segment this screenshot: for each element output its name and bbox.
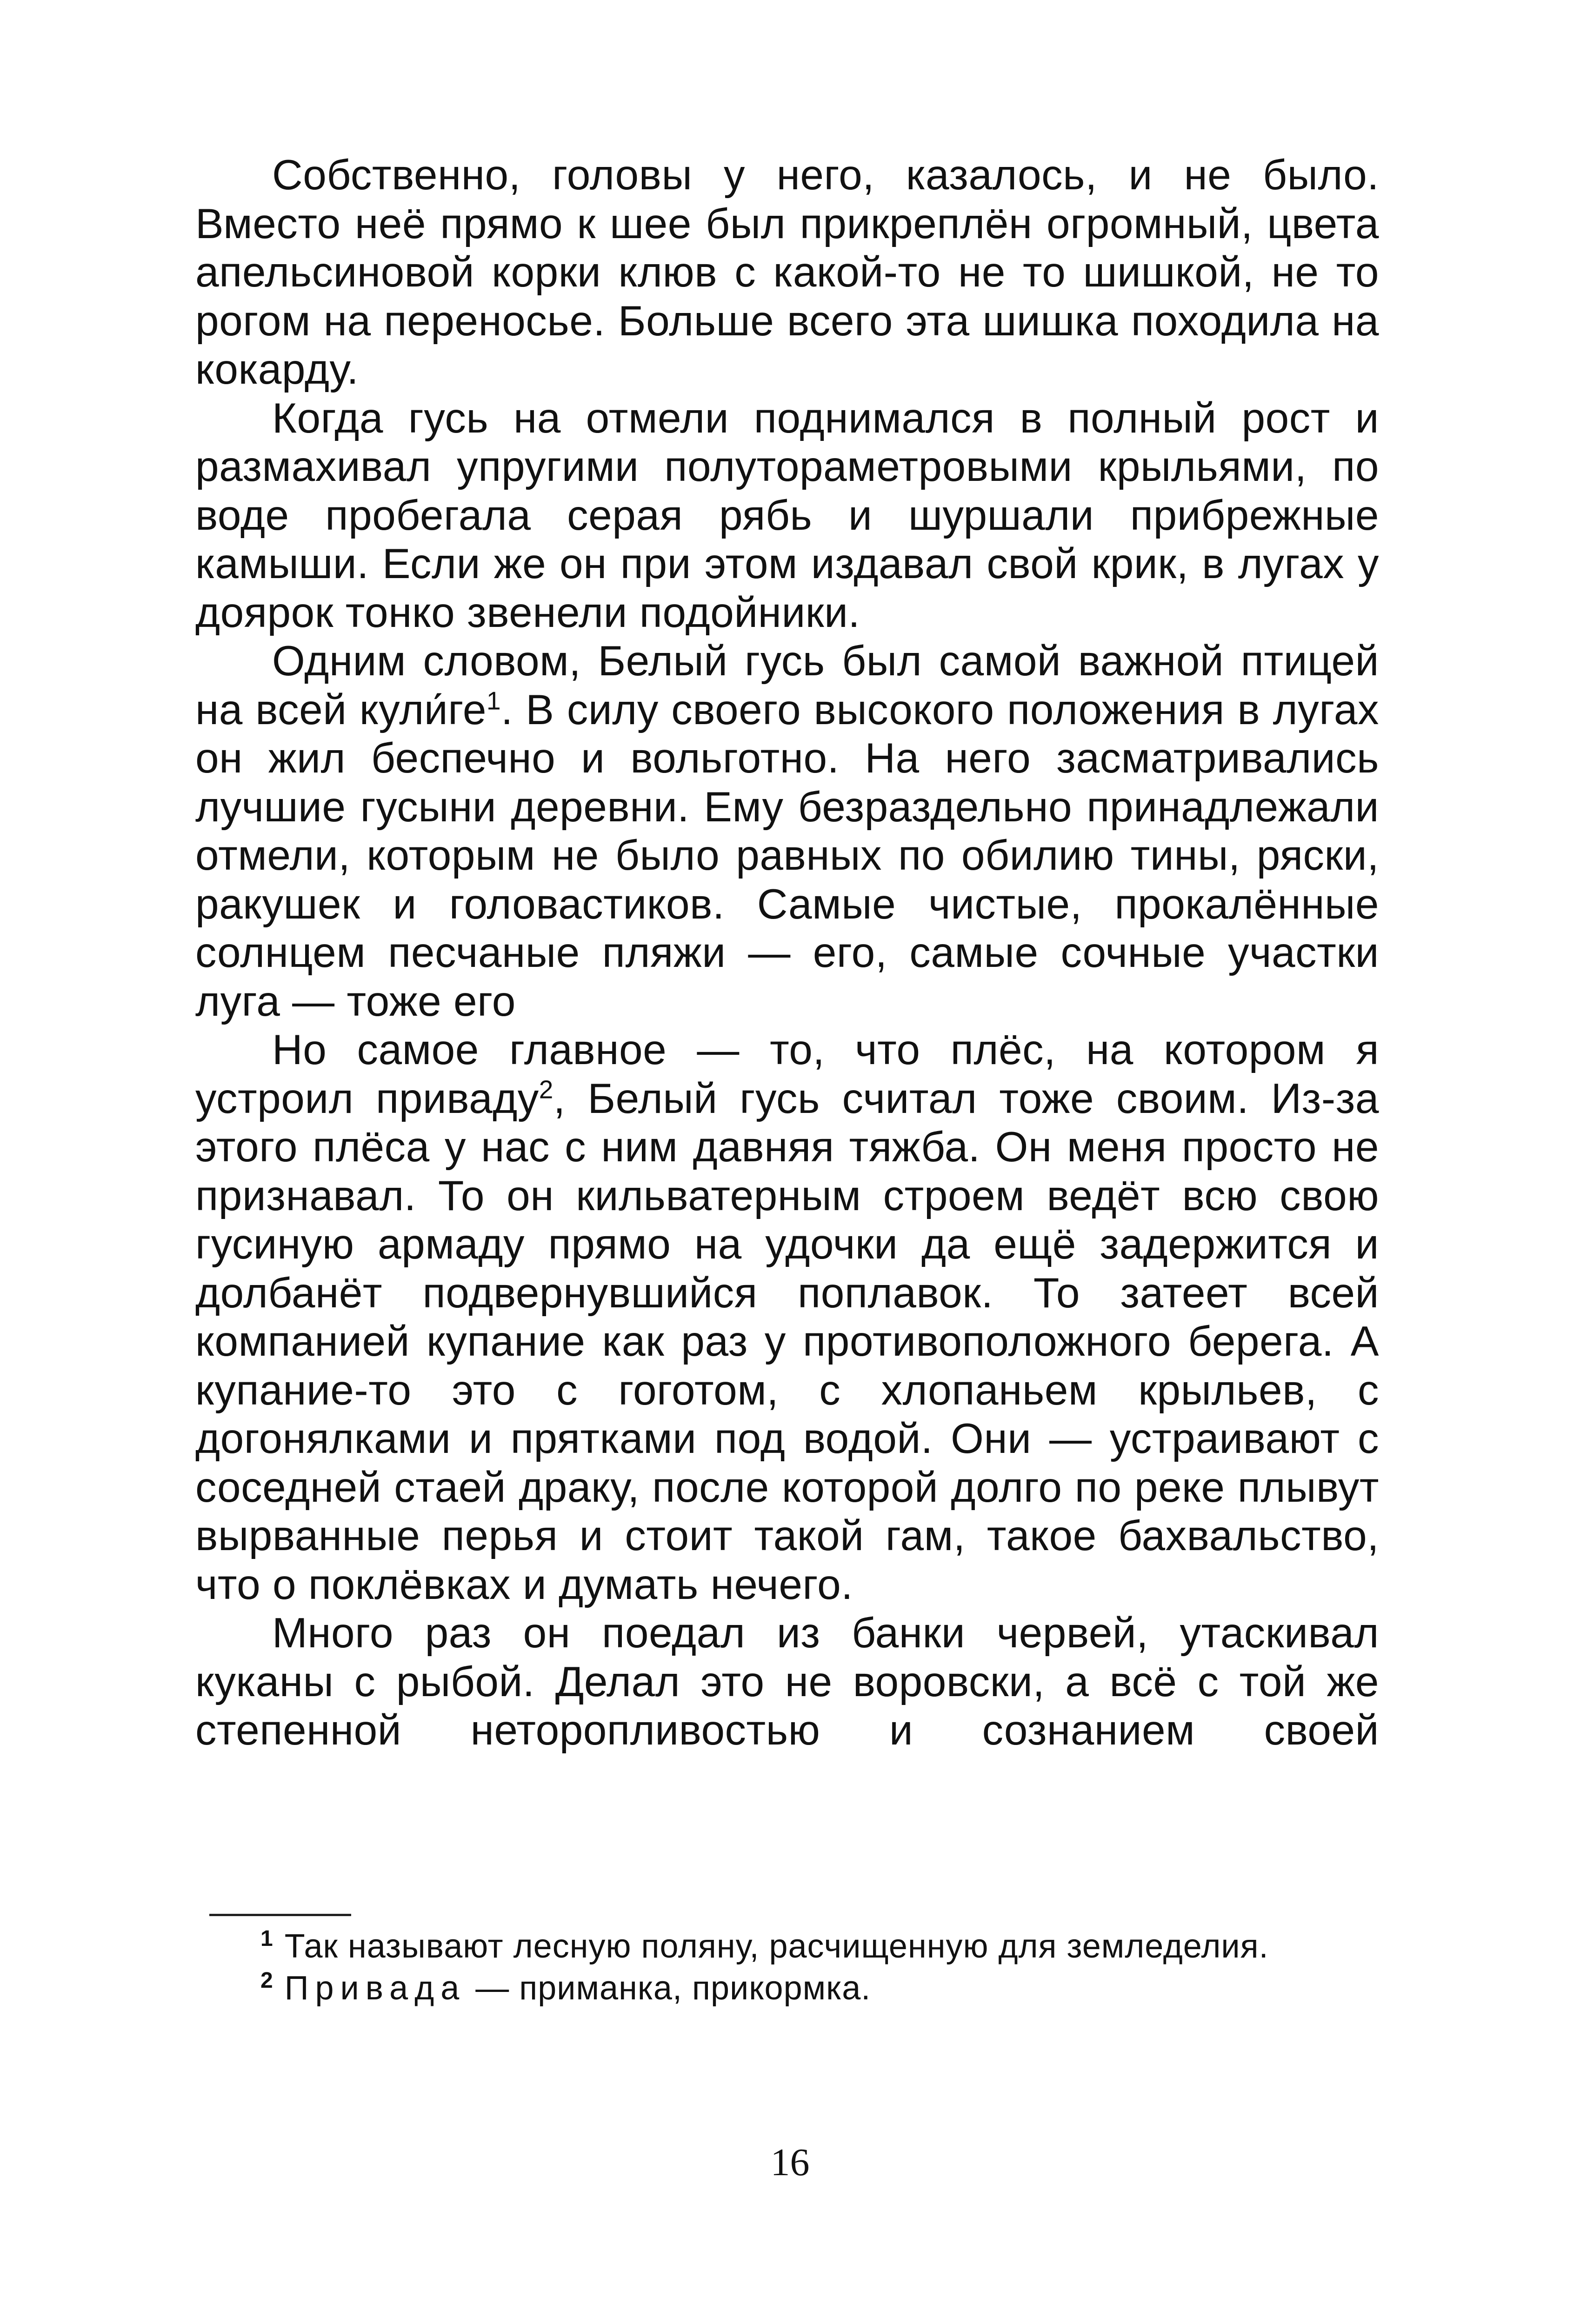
footnote-marker-2: 2 xyxy=(539,1075,553,1104)
paragraph-1: Собственно, головы у него, казалось, и не было. Вместо неё прямо к шее был прикреплён огромный, цвета апельсиновой корки клюв с какой-то не то шишкой, не то рогом на переносье. Больше всего эта шишка походила на кокарду. xyxy=(195,152,1379,393)
footnote-1 xyxy=(195,1925,1379,1967)
paragraph-3-text-after: . В силу своего высокого положения в лугах он жил беспечно и вольготно. На него засматривались лучшие гусыни деревни. Ему безраздельно принадлежали отмели, которым не было равных по обилию тины, ряски, ракушек и головастиков. Самые чистые, прокалённые солнцем песчаные пляжи — его, самые сочные участки луга — тоже его xyxy=(195,686,1380,1025)
footnote-marker-1: 1 xyxy=(487,686,501,715)
paragraph-4 xyxy=(195,1026,1379,1609)
main-text xyxy=(195,151,1379,1755)
footnote-2 xyxy=(195,1967,1379,2009)
paragraph-2: Когда гусь на отмели поднимался в полный рост и размахивал упругими полутораметровыми крыльями, по воде пробегала серая рябь и шуршали прибрежные камыши. Если же он при этом издавал свой крик, в лугах у доярок тонко звенели подойники. xyxy=(195,394,1379,636)
paragraph-4-text-after: , Белый гусь считал тоже своим. Из-за этого плёса у нас с ним давняя тяжба. Он меня просто не признавал. То он кильватерным строем ведёт всю свою гусиную армаду прямо на удочки да ещё задержится и долбанёт подвернувшийся поплавок. То затеет всей компанией купание как раз у противоположного берега. А купание-то это с гоготом, с хлопаньем крыльев, с догонялками и прятками под водой. Они — устраивают с соседней стаей драку, после которой долго по реке плывут вырванные перья и стоит такой гам, такое бахвальство, что о поклёвках и думать нечего. xyxy=(195,1075,1379,1608)
paragraph-4-text-before: Но самое главное — то, что плёс, на котором я устроил приваду xyxy=(195,1026,1379,1122)
footnote-2-number: 2 xyxy=(260,1968,273,1993)
paragraph-5: Много раз он поедал из банки червей, утаскивал куканы с рыбой. Делал это не воровски, а всё с той же степенной неторопливостью и сознанием своей xyxy=(195,1610,1379,1754)
paragraph-3 xyxy=(195,637,1379,1026)
page-number: 16 xyxy=(770,2141,810,2184)
footnote-divider xyxy=(209,1914,351,1916)
footnote-1-number: 1 xyxy=(260,1926,273,1951)
footnote-2-term: Привада xyxy=(284,1970,466,2007)
footnote-2-text: — приманка, прикормка. xyxy=(466,1970,871,2007)
paragraph-3-text-before: Одним словом, Белый гусь был самой важной птицей на всей кули́ге xyxy=(195,638,1379,733)
footnotes xyxy=(195,1925,1379,2009)
footnote-1-text: Так называют лесную поляну, расчищенную для земледелия. xyxy=(284,1928,1269,1965)
